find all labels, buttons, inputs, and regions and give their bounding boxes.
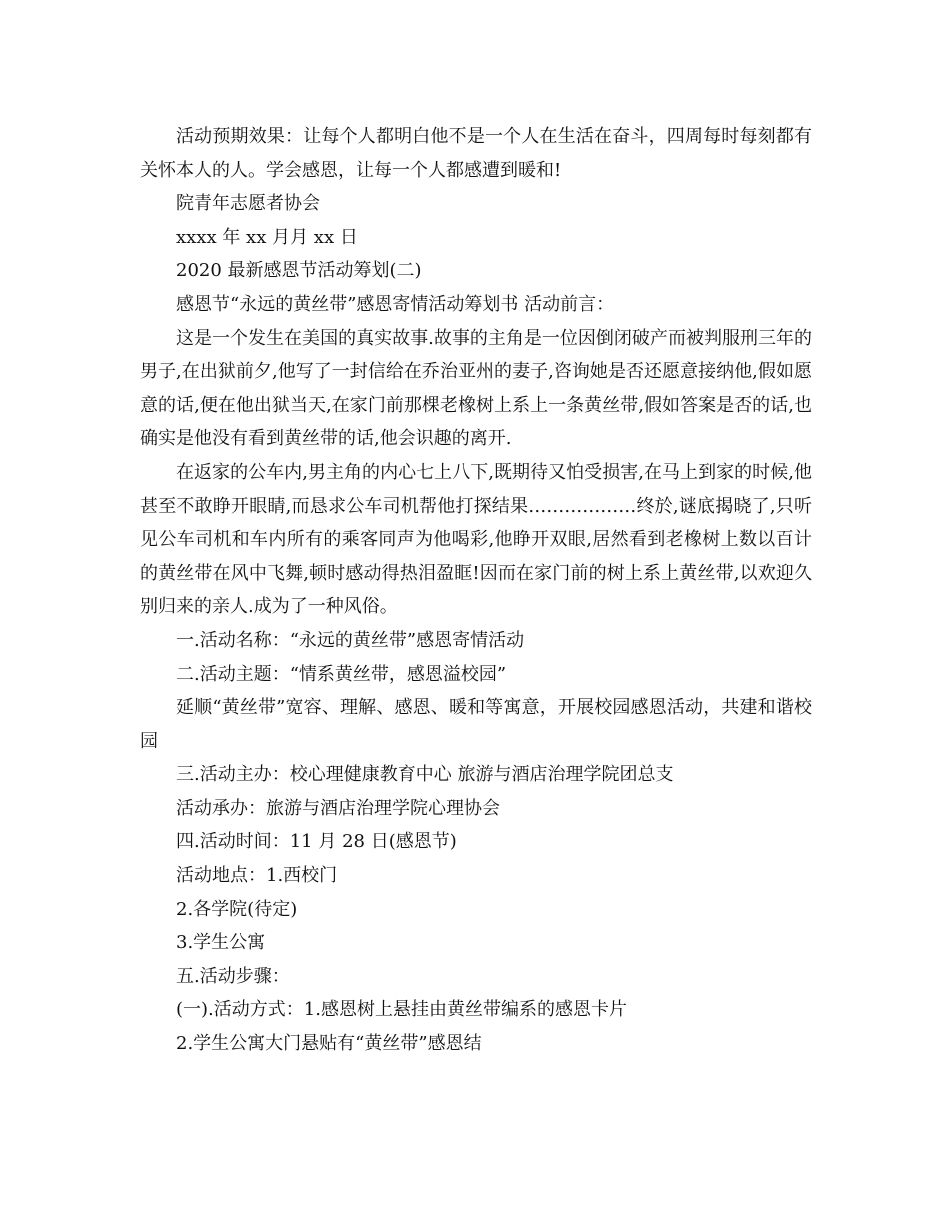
paragraph-host: 三.活动主办：校心理健康教育中心 旅游与酒店治理学院团总支: [176, 764, 674, 786]
document-body: [140, 120, 812, 1061]
paragraph-location-2: 2.各学院(待定): [176, 898, 298, 920]
paragraph-co-host: 活动承办：旅游与酒店治理学院心理协会: [176, 797, 500, 819]
paragraph-activity-theme: 二.活动主题：“情系黄丝带，感恩溢校园”: [176, 663, 507, 685]
paragraph-section-title: 2020 最新感恩节活动筹划(二): [176, 260, 422, 282]
paragraph-method-2: 2.学生公寓大门悬贴有“黄丝带”感恩结: [176, 1033, 482, 1055]
paragraph-expected-effect: 活动预期效果：让每个人都明白他不是一个人在生活在奋斗，四周每时每刻都有关怀本人的人。学会感恩，让每一个人都感遭到暖和!: [140, 126, 812, 181]
paragraph-plan-title: 感恩节“永远的黄丝带”感恩寄情活动筹划书 活动前言：: [176, 293, 615, 315]
paragraph-location-3: 3.学生公寓: [176, 932, 266, 954]
paragraph-time: 四.活动时间：11 月 28 日(感恩节): [176, 831, 457, 853]
paragraph-story-2: 在返家的公车内,男主角的内心七上八下,既期待又怕受损害,在马上到家的时候,他甚至不敢睁开眼睛,而恳求公车司机帮他打探结果………………终於,谜底揭晓了,只听见公车司机和车内所有的乘客同声为他喝彩,他睁开双眼,居然看到老橡树上数以百计的黄丝带在风中飞舞,顿时感动得热泪盈眶!因而在家门前的树上系上黄丝带,以欢迎久别归来的亲人.成为了一种风俗。: [140, 461, 812, 618]
paragraph-steps: 五.活动步骤：: [176, 965, 290, 987]
paragraph-date: xxxx 年 xx 月月 xx 日: [176, 226, 358, 248]
paragraph-organizer: 院青年志愿者协会: [176, 193, 320, 215]
paragraph-location: 活动地点：1.西校门: [176, 865, 338, 887]
paragraph-method-1: (一).活动方式：1.感恩树上悬挂由黄丝带编系的感恩卡片: [176, 999, 627, 1021]
paragraph-story-1: 这是一个发生在美国的真实故事.故事的主角是一位因倒闭破产而被判服刑三年的男子,在出狱前夕,他写了一封信给在乔治亚州的妻子,咨询她是否还愿意接纳他,假如愿意的话,便在他出狱当天,在家门前那棵老橡树上系上一条黄丝带,假如答案是否的话,也确实是他没有看到黄丝带的话,他会识趣的离开.: [140, 327, 812, 450]
paragraph-activity-name: 一.活动名称：“永远的黄丝带”感恩寄情活动: [176, 629, 525, 651]
paragraph-theme-detail: 延顺“黄丝带”宽容、理解、感恩、暖和等寓意，开展校园感恩活动，共建和谐校园: [140, 697, 812, 752]
